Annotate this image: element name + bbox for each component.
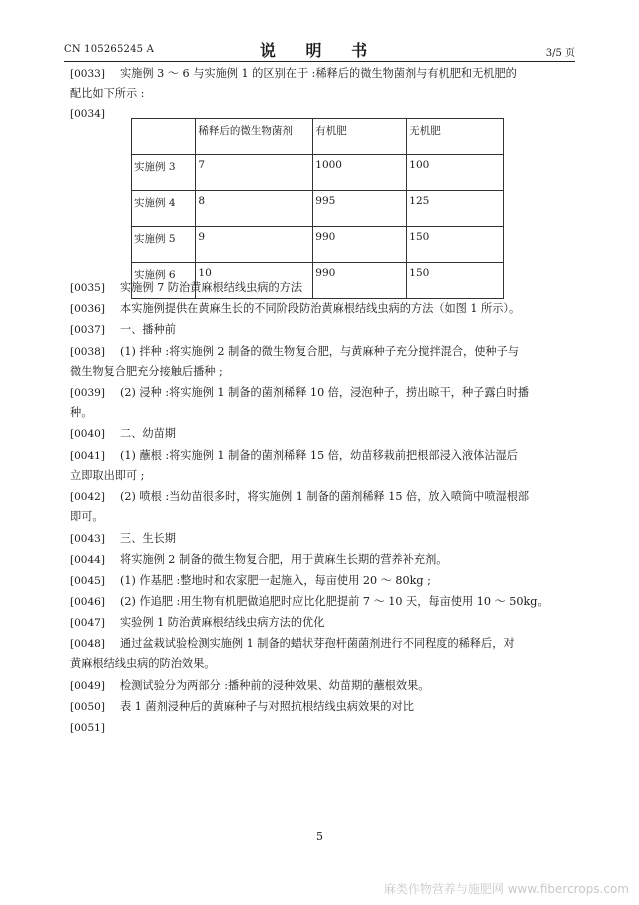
table-cell: 125 bbox=[407, 191, 504, 227]
paragraph-0036 bbox=[70, 299, 580, 319]
paragraph-line: 检测试验分为两部分 :播种前的浸种效果、幼苗期的蘸根效果。 bbox=[120, 679, 430, 692]
paragraph-line: 一、播种前 bbox=[120, 323, 176, 336]
paragraph-number: [0033] bbox=[70, 68, 105, 80]
page-number: 5 bbox=[316, 830, 323, 843]
paragraph-line: 配比如下所示 : bbox=[70, 87, 145, 100]
table-cell: 100 bbox=[407, 155, 504, 191]
paragraph-line: 实施例 7 防治黄麻根结线虫病的方法 bbox=[120, 281, 303, 294]
table-cell: 990 bbox=[313, 227, 407, 263]
paragraph-line: 立即取出即可 ; bbox=[70, 469, 145, 482]
paragraph-line: 通过盆栽试验检测实施例 1 制备的蜡状芽孢杆菌菌剂进行不同程度的稀释后，对 bbox=[120, 637, 515, 650]
paragraph-line: 即可。 bbox=[70, 510, 104, 523]
paragraph-line: 实施例 3 ～ 6 与实施例 1 的区别在于 :稀释后的微生物菌剂与有机肥和无机肥的 bbox=[120, 67, 517, 80]
paragraph-line: 二、幼苗期 bbox=[120, 427, 176, 440]
table-header-cell: 稀释后的微生物菌剂 bbox=[196, 119, 313, 155]
paragraph-line: (1) 蘸根 :将实施例 1 制备的菌剂稀释 15 倍，幼苗移栽前把根部浸入液体沾湿后 bbox=[120, 449, 518, 462]
table-cell: 实施例 5 bbox=[132, 227, 196, 263]
paragraph-0045 bbox=[70, 571, 580, 591]
table-cell: 10 bbox=[196, 263, 313, 299]
table-cell: 实施例 6 bbox=[132, 263, 196, 299]
paragraph-0050 bbox=[70, 697, 580, 717]
table-cell: 9 bbox=[196, 227, 313, 263]
paragraph-number: [0041] bbox=[70, 450, 105, 462]
paragraph-line: (1) 拌种 :将实施例 2 制备的微生物复合肥，与黄麻种子充分搅拌混合，使种子与 bbox=[120, 345, 519, 358]
table-cell: 实施例 4 bbox=[132, 191, 196, 227]
paragraph-line: (2) 作追肥 :用生物有机肥做追肥时应比化肥提前 7 ～ 10 天，每亩使用 10 ～ 50kg。 bbox=[120, 595, 549, 608]
paragraph-number: [0039] bbox=[70, 387, 105, 399]
paragraph-line: 种。 bbox=[70, 406, 93, 419]
doc-title: 说 明 书 bbox=[259, 41, 380, 60]
paragraph-0041 bbox=[70, 446, 580, 486]
paragraph-number: [0043] bbox=[70, 533, 105, 545]
table-cell: 1000 bbox=[313, 155, 407, 191]
paragraph-number: [0048] bbox=[70, 638, 105, 650]
paragraph-line: 三、生长期 bbox=[120, 532, 176, 545]
table-header-cell: 无机肥 bbox=[407, 119, 504, 155]
paragraph-line: 实验例 1 防治黄麻根结线虫病方法的优化 bbox=[120, 616, 325, 629]
table-header-row bbox=[132, 119, 504, 155]
paragraph-0035 bbox=[70, 278, 580, 298]
paragraph-line: 微生物复合肥充分接触后播种 ; bbox=[70, 365, 223, 378]
paragraph-number: [0051] bbox=[70, 722, 105, 734]
table-cell: 实施例 3 bbox=[132, 155, 196, 191]
paragraph-number: [0045] bbox=[70, 575, 105, 587]
paragraph-0043 bbox=[70, 529, 580, 549]
header-rule bbox=[64, 61, 575, 62]
table-row bbox=[132, 227, 504, 263]
doc-number: CN 105265245 A bbox=[64, 44, 155, 55]
table-row bbox=[132, 191, 504, 227]
paragraph-line: (2) 喷根 :当幼苗很多时，将实施例 1 制备的菌剂稀释 15 倍，放入喷筒中喷湿根部 bbox=[120, 490, 530, 503]
paragraph-number: [0036] bbox=[70, 303, 105, 315]
paragraph-number: [0034] bbox=[70, 108, 105, 120]
table-cell: 990 bbox=[313, 263, 407, 299]
paragraph-number: [0046] bbox=[70, 596, 105, 608]
table-header-cell bbox=[132, 119, 196, 155]
paragraph-number: [0038] bbox=[70, 346, 105, 358]
page-count: 3/5 页 bbox=[545, 48, 575, 59]
paragraph-0046 bbox=[70, 592, 580, 612]
table-header-cell: 有机肥 bbox=[313, 119, 407, 155]
paragraph-0047 bbox=[70, 613, 580, 633]
paragraph-0042 bbox=[70, 487, 580, 527]
paragraph-number: [0040] bbox=[70, 428, 105, 440]
table-cell: 150 bbox=[407, 263, 504, 299]
page-header bbox=[64, 38, 575, 62]
paragraph-0044 bbox=[70, 550, 580, 570]
table-row bbox=[132, 155, 504, 191]
table-cell: 7 bbox=[196, 155, 313, 191]
paragraph-line: 将实施例 2 制备的微生物复合肥，用于黄麻生长期的营养补充剂。 bbox=[120, 553, 448, 566]
paragraph-number: [0049] bbox=[70, 680, 105, 692]
paragraph-0039 bbox=[70, 383, 580, 423]
paragraph-number: [0044] bbox=[70, 554, 105, 566]
watermark: 麻类作物营养与施肥网 www.fibercrops.com bbox=[383, 882, 629, 896]
paragraph-0038 bbox=[70, 342, 580, 382]
paragraph-number: [0047] bbox=[70, 617, 105, 629]
table-cell: 8 bbox=[196, 191, 313, 227]
paragraph-line: 本实施例提供在黄麻生长的不同阶段防治黄麻根结线虫病的方法（如图 1 所示）。 bbox=[120, 302, 521, 315]
paragraph-line: 黄麻根结线虫病的防治效果。 bbox=[70, 657, 216, 670]
paragraph-number: [0037] bbox=[70, 324, 105, 336]
paragraph-number: [0035] bbox=[70, 282, 105, 294]
table-cell: 995 bbox=[313, 191, 407, 227]
paragraph-0033 bbox=[70, 64, 580, 104]
paragraph-number: [0050] bbox=[70, 701, 105, 713]
table-cell: 150 bbox=[407, 227, 504, 263]
ratio-table bbox=[131, 118, 504, 299]
paragraph-line: 表 1 菌剂浸种后的黄麻种子与对照抗根结线虫病效果的对比 bbox=[120, 700, 414, 713]
paragraph-number: [0042] bbox=[70, 491, 105, 503]
paragraph-line: (2) 浸种 :将实施例 1 制备的菌剂稀释 10 倍，浸泡种子，捞出晾干，种子露白时播 bbox=[120, 386, 530, 399]
paragraph-0048 bbox=[70, 634, 580, 674]
paragraph-0040 bbox=[70, 424, 580, 444]
paragraph-0049 bbox=[70, 676, 580, 696]
paragraph-line: (1) 作基肥 :整地时和农家肥一起施入，每亩使用 20 ～ 80kg ; bbox=[120, 574, 431, 587]
paragraph-0037 bbox=[70, 320, 580, 340]
